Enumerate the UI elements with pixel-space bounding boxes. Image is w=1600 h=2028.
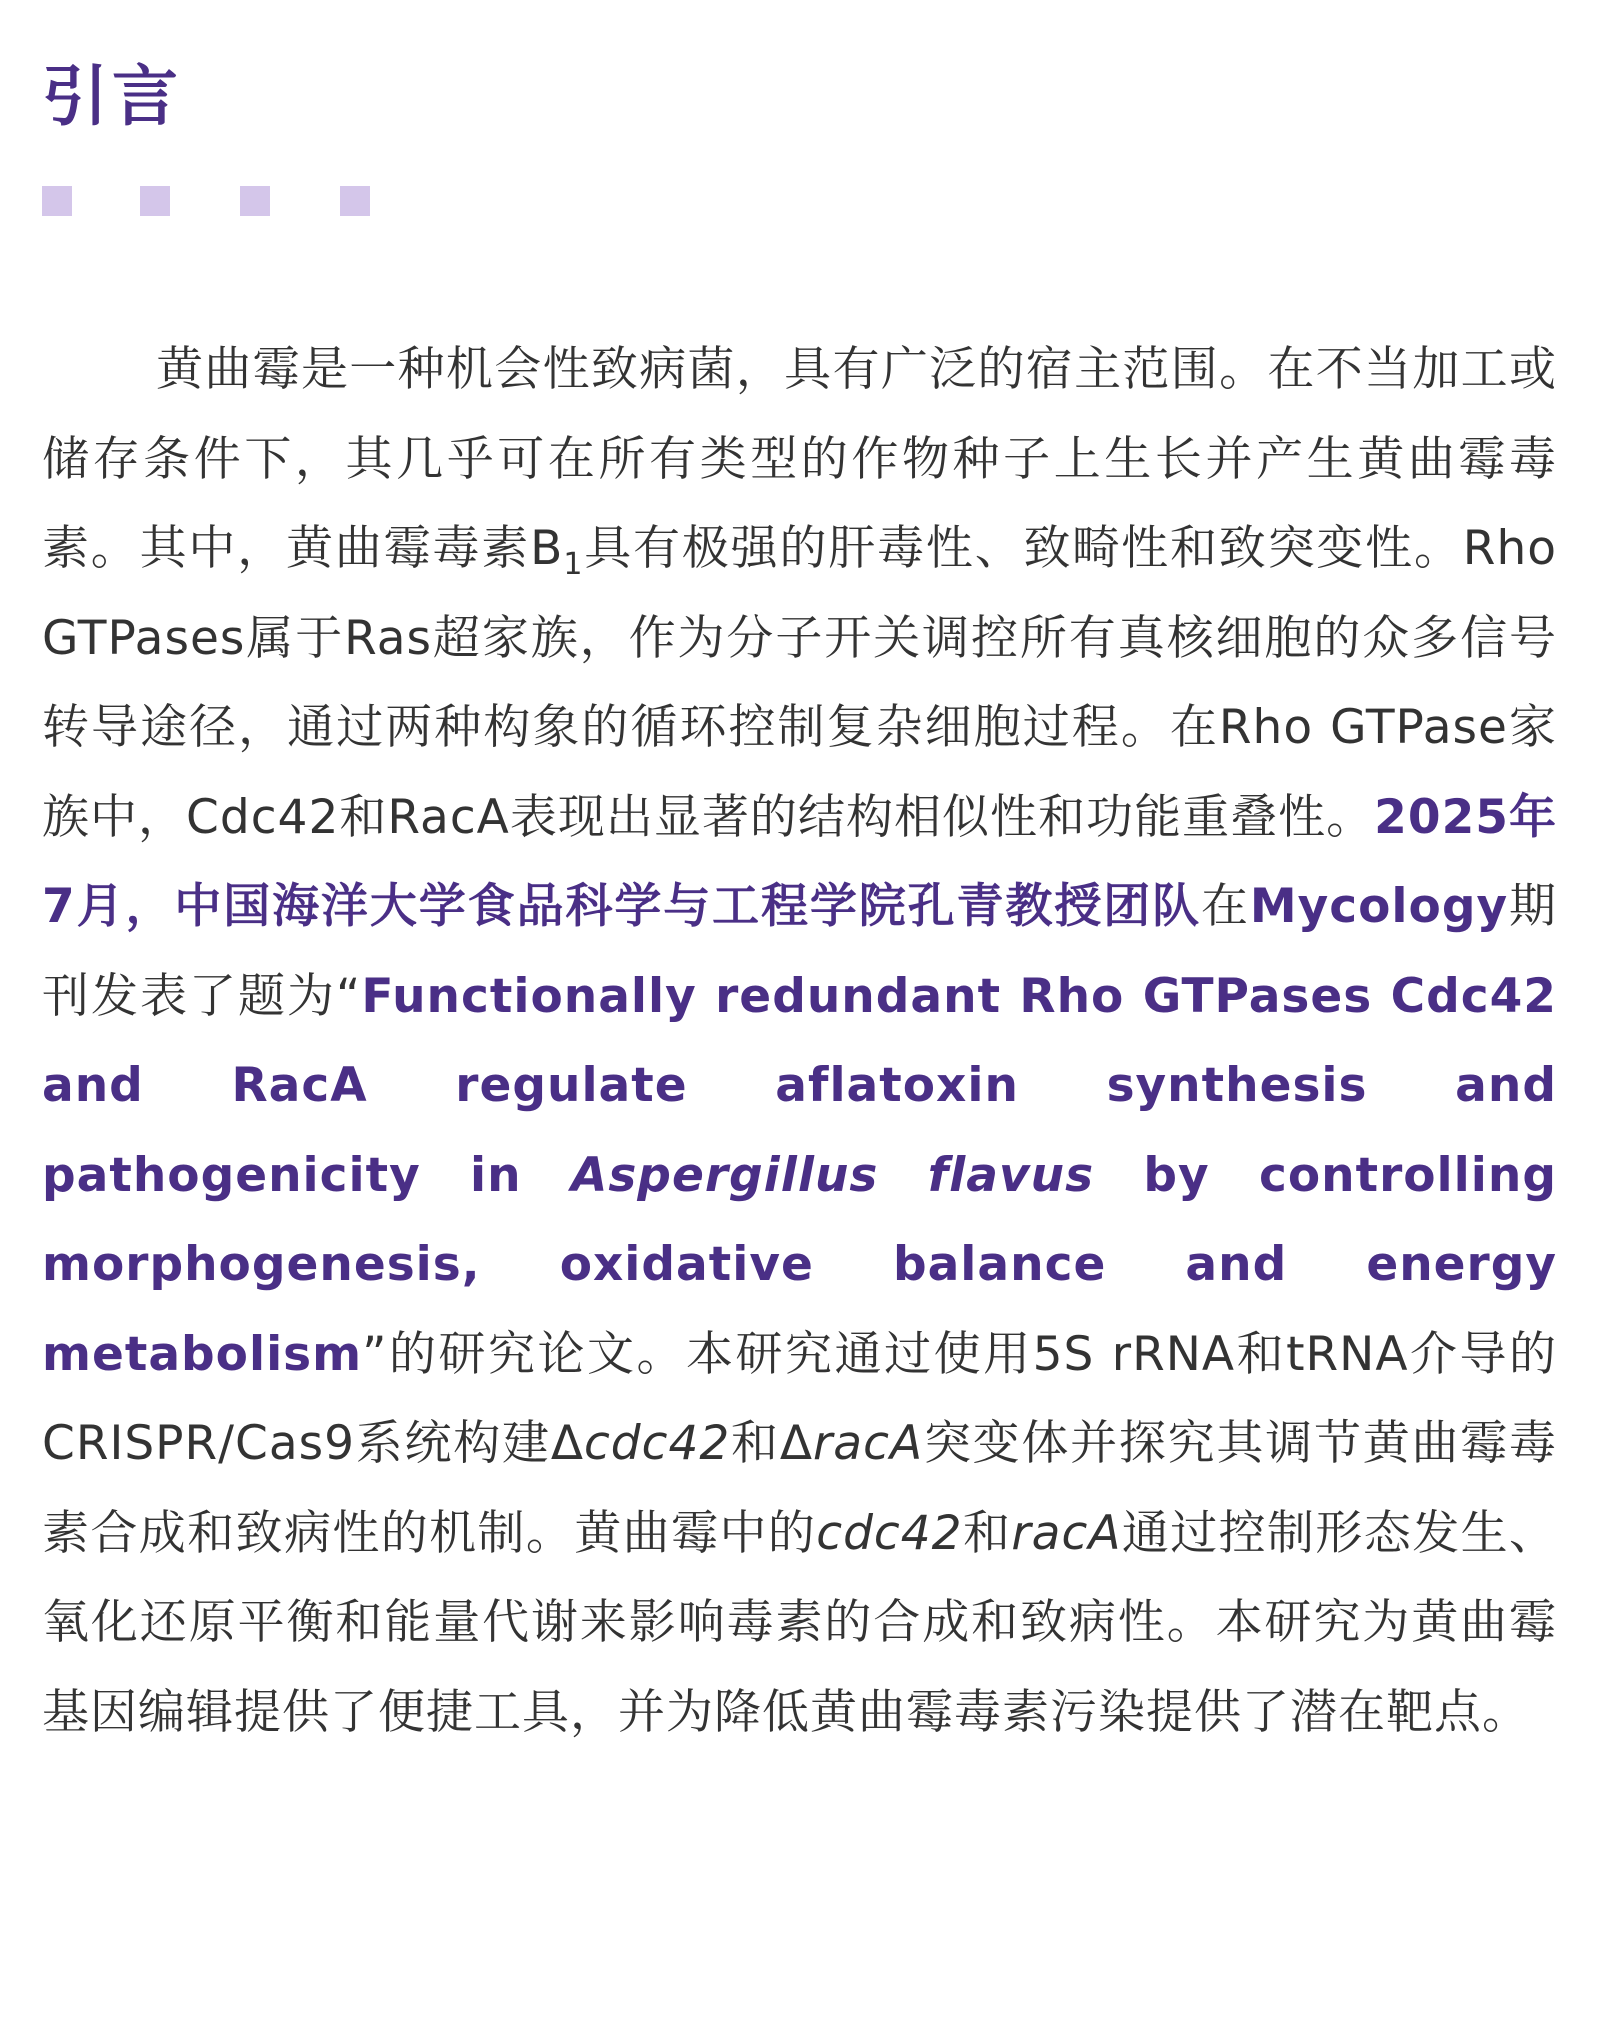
text-run: 期刊发表了题为“ [42,879,1558,1024]
paper-title-species: Aspergillus flavus [570,1147,1095,1203]
highlight-team: 2025年7月，中国海洋大学食品科学与工程学院孔青教授团队 [42,789,1558,934]
gene-name: racA [812,1416,924,1471]
text-run: ”的研究论文。本研究通过使用5S rRNA和tRNA介导的CRISPR/Cas9系统构建Δ [42,1326,1557,1471]
gene-name: cdc42 [583,1416,731,1471]
journal-name: Mycology [1249,879,1509,934]
decoration-square [42,186,72,216]
paper-title-end: by controlling morphogenesis, oxidative balance and energy metabolism [42,1147,1557,1382]
subscript: 1 [563,547,584,582]
text-run: 在 [1200,879,1250,934]
text-run: 通过控制形态发生、氧化还原平衡和能量代谢来影响毒素的合成和致病性。本研究为黄曲霉基因编辑提供了便捷工具，并为降低黄曲霉毒素污染提供了潜在靶点。 [42,1505,1557,1740]
paper-title: Functionally redundant Rho GTPases Cdc42 and RacA regulate aflatoxin synthesis and pathogenicity in [42,968,1557,1203]
text-run: 具有极强的肝毒性、致畸性和致突变性。Rho GTPases属于Ras超家族，作为分子开关调控所有真核细胞的众多信号转导途径，通过两种构象的循环控制复杂细胞过程。在Rho GTPase家族中，Cdc42和RacA表现出显著的结构相似性和功能重叠性。 [42,521,1558,845]
text-run: 和 [962,1505,1012,1561]
gene-name: cdc42 [816,1505,963,1561]
text-run: 和Δ [730,1416,813,1471]
introduction-paragraph [42,325,1557,1757]
gene-name: racA [1011,1505,1122,1561]
decoration-square [340,186,370,216]
text-run: 突变体并探究其调节黄曲霉毒素合成和致病性的机制。黄曲霉中的 [42,1416,1558,1561]
decoration-square [140,186,170,216]
section-heading: 引言 [42,58,182,135]
text-run: 黄曲霉是一种机会性致病菌，具有广泛的宿主范围。在不当加工或储存条件下，其几乎可在所有类型的作物种子上生长并产生黄曲霉毒素。其中，黄曲霉毒素B [42,342,1557,576]
decoration-square [240,186,270,216]
